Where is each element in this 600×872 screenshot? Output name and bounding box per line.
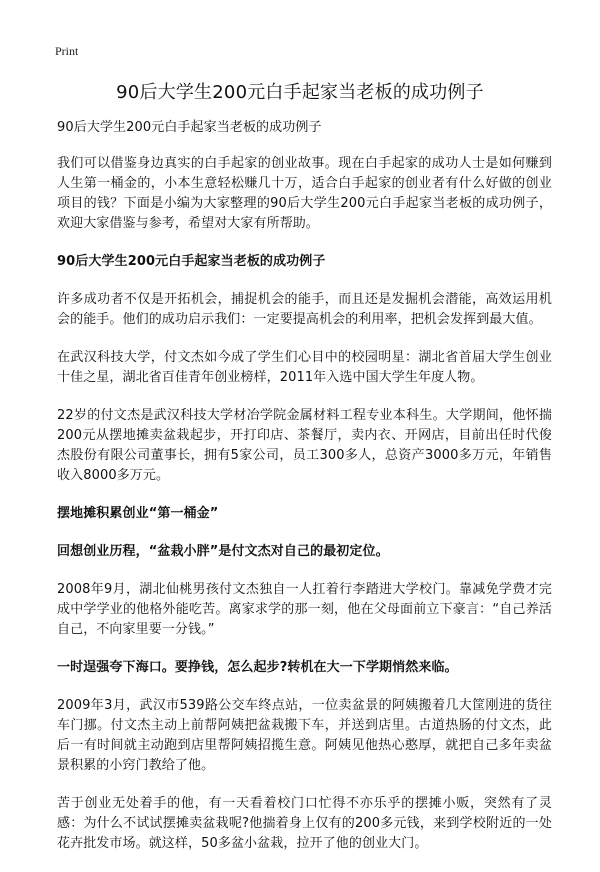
- document-body: [57, 118, 552, 872]
- paragraph-inspiration: 苦于创业无处着手的他，有一天看着校门口忙得不亦乐乎的摆摊小贩，突然有了灵感：为什么不试试摆摊卖盆栽呢?他揣着身上仅有的200多元钱，来到学校附近的一处花卉批发市场。就这样，50多盆小盆栽，拉开了他的创业大门。: [57, 796, 552, 851]
- print-link[interactable]: Print: [55, 44, 79, 58]
- section-heading-turning-point: 一时逞强夸下海口。要挣钱，怎么起步?转机在大一下学期悄然来临。: [57, 660, 458, 675]
- paragraph-background: 22岁的付文杰是武汉科技大学材冶学院金属材料工程专业本科生。大学期间，他怀揣200元从摆地摊卖盆栽起步，开打印店、茶餐厅，卖内衣、开网店，目前出任时代俊杰股份有限公司董事长，拥有5家公司，员工300多人，总资产3000多万元，年销售收入8000多万元。: [57, 408, 552, 483]
- document-subtitle: 90后大学生200元白手起家当老板的成功例子: [57, 120, 322, 135]
- section-heading-bonsai: 回想创业历程，“盆栽小胖”是付文杰对自己的最初定位。: [57, 544, 389, 559]
- paragraph-intro: 我们可以借鉴身边真实的白手起家的创业故事。现在白手起家的成功人士是如何赚到人生第一桶金的，小本生意轻松赚几十万，适合白手起家的创业者有什么好做的创业项目的钱？下面是小编为大家整理的90后大学生200元白手起家当老板的成功例子，欢迎大家借鉴与参考，希望对大家有所帮助。: [57, 156, 552, 231]
- section-heading-first-pot: 摆地摊积累创业“第一桶金”: [57, 506, 219, 521]
- document-title: 90后大学生200元白手起家当老板的成功例子: [116, 82, 484, 103]
- paragraph-2008: 2008年9月，湖北仙桃男孩付文杰独自一人扛着行李踏进大学校门。靠减免学费才完成中学学业的他格外能吃苦。离家求学的那一刻，他在父母面前立下豪言：“自己养活自己，不向家里要一分钱。”: [57, 582, 552, 637]
- paragraph-campus-star: 在武汉科技大学，付文杰如今成了学生们心目中的校园明星：湖北省首届大学生创业十佳之星，湖北省百佳青年创业榜样，2011年入选中国大学生年度人物。: [57, 350, 552, 385]
- paragraph-2009: 2009年3月，武汉市539路公交车终点站，一位卖盆景的阿姨搬着几大筐刚进的货往车门挪。付文杰主动上前帮阿姨把盆栽搬下车，并送到店里。古道热肠的付文杰，此后一有时间就主动跑到店里帮阿姨招揽生意。阿姨见他热心憨厚，就把自己多年卖盆景积累的小窍门教给了他。: [57, 698, 552, 773]
- section-heading-main: 90后大学生200元白手起家当老板的成功例子: [57, 254, 326, 269]
- paragraph-opportunity: 许多成功者不仅是开拓机会，捕捉机会的能手，而且还是发掘机会潜能，高效运用机会的能手。他们的成功启示我们：一定要提高机会的利用率，把机会发挥到最大值。: [57, 292, 552, 327]
